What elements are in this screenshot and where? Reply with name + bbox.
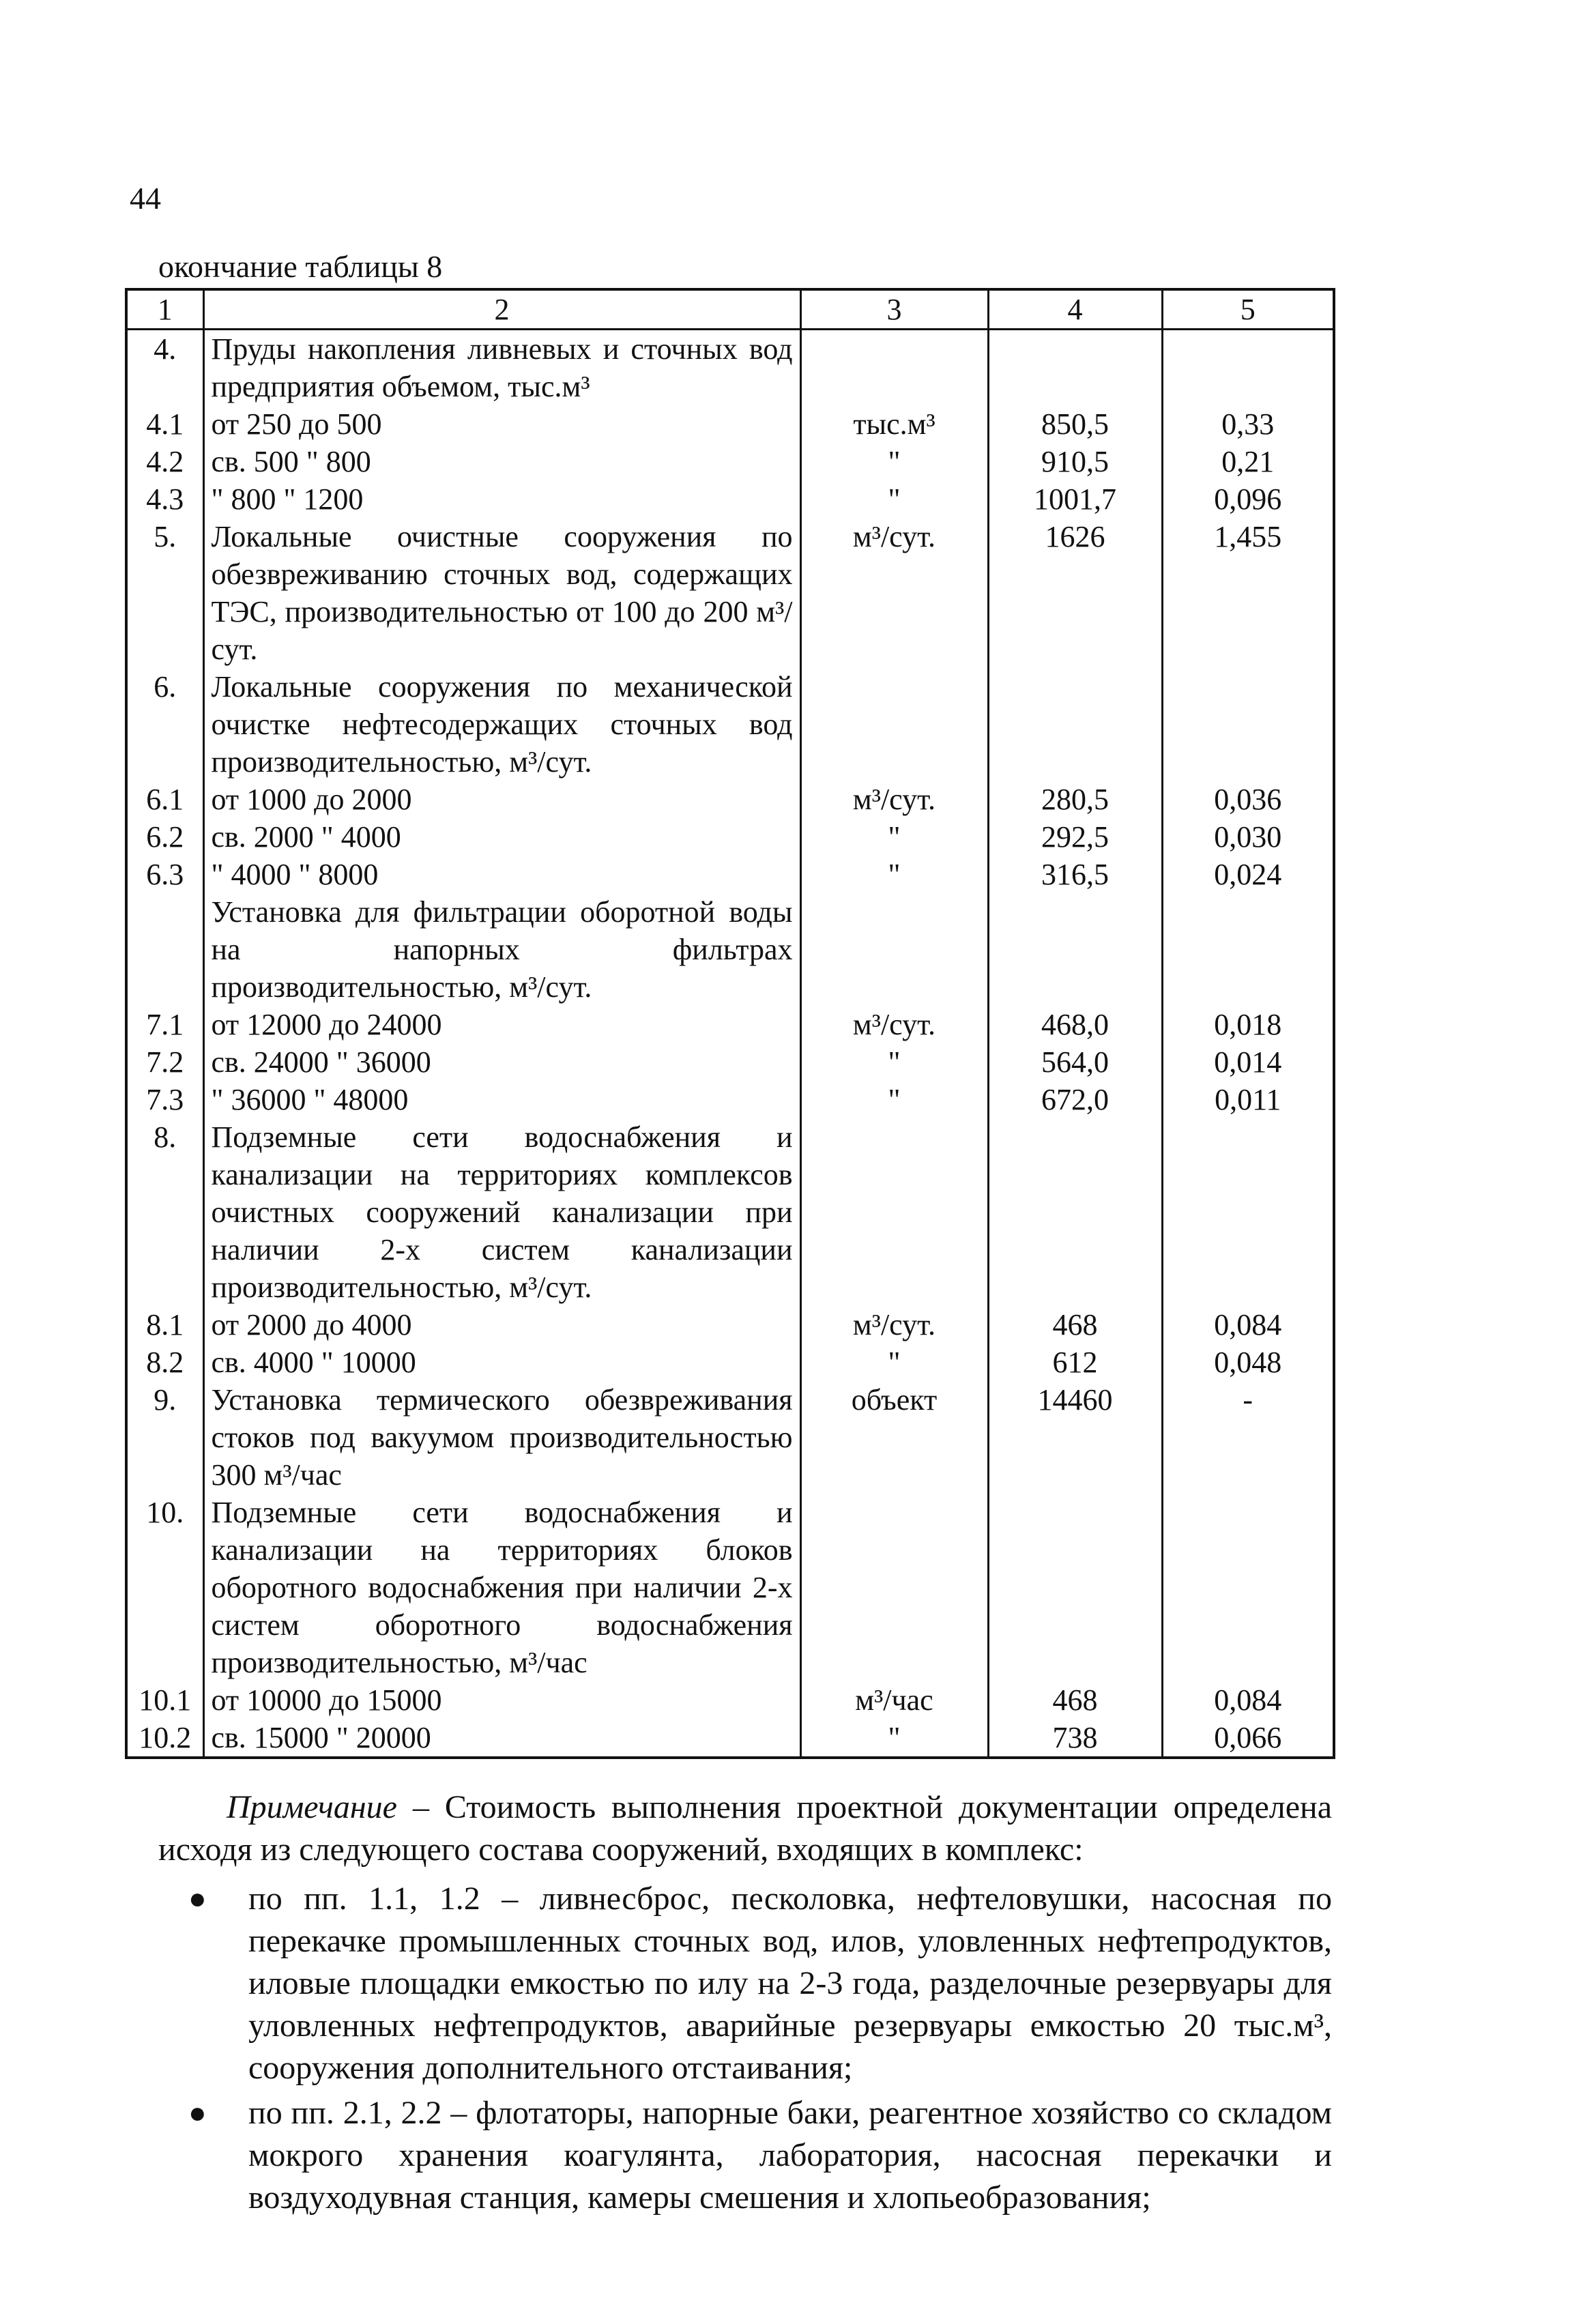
table-row [126,1719,1334,1758]
note-bullet-list [158,1878,1332,2219]
coefficient-cell: 0,024 [1162,856,1334,893]
coefficient-cell: 0,048 [1162,1344,1334,1381]
coefficient-cell: 0,030 [1162,818,1334,856]
row-number-cell: 10.1 [126,1681,203,1719]
coefficient-cell: 0,014 [1162,1043,1334,1081]
note-text: – Стоимость выполнения проектной документации определена исходя из следующего состава сооружений, входящих в комплекс: [158,1789,1332,1868]
row-number-cell: 6.1 [126,781,203,818]
note-block [158,1786,1332,2222]
description-cell: от 12000 до 24000 [203,1006,800,1043]
unit-cell [800,668,988,781]
row-number-cell: 5. [126,518,203,668]
unit-cell [800,893,988,1006]
description-cell: св. 4000 " 10000 [203,1344,800,1381]
row-number-cell: 8.2 [126,1344,203,1381]
table-header-row [126,289,1334,330]
table-row [126,1381,1334,1494]
data-table [125,288,1335,1759]
description-cell: св. 15000 " 20000 [203,1719,800,1758]
unit-cell: тыс.м³ [800,405,988,443]
value-cell: 468 [988,1681,1162,1719]
description-cell: " 36000 " 48000 [203,1081,800,1118]
unit-cell: м³/сут. [800,518,988,668]
value-cell [988,893,1162,1006]
unit-cell: " [800,1719,988,1758]
table-row [126,1681,1334,1719]
table-row [126,781,1334,818]
row-number-cell: 4. [126,330,203,406]
row-number-cell: 7.2 [126,1043,203,1081]
header-cell: 2 [203,289,800,330]
value-cell: 14460 [988,1381,1162,1494]
table-row [126,818,1334,856]
value-cell: 292,5 [988,818,1162,856]
note-heading [158,1786,1332,1871]
table-row [126,330,1334,406]
table-row [126,1081,1334,1118]
value-cell: 738 [988,1719,1162,1758]
unit-cell: " [800,1081,988,1118]
unit-cell: " [800,480,988,518]
unit-cell: " [800,856,988,893]
table-row [126,1306,1334,1344]
value-cell: 850,5 [988,405,1162,443]
unit-cell: м³/сут. [800,1306,988,1344]
table-row [126,1344,1334,1381]
header-cell: 5 [1162,289,1334,330]
description-cell: Локальные очистные сооружения по обезвреживанию сточных вод, содержащих ТЭС, производительностью от 100 до 200 м³/сут. [203,518,800,668]
description-cell: от 1000 до 2000 [203,781,800,818]
coefficient-cell [1162,668,1334,781]
description-cell: Подземные сети водоснабжения и канализации на территориях блоков оборотного водоснабжения при наличии 2-х систем оборотного водоснабжения производительностью, м³/час [203,1494,800,1681]
table-row [126,1494,1334,1681]
row-number-cell: 6. [126,668,203,781]
value-cell: 564,0 [988,1043,1162,1081]
coefficient-cell: 0,018 [1162,1006,1334,1043]
unit-cell: м³/сут. [800,781,988,818]
description-cell: от 2000 до 4000 [203,1306,800,1344]
coefficient-cell: 0,096 [1162,480,1334,518]
description-cell: от 250 до 500 [203,405,800,443]
description-cell: Подземные сети водоснабжения и канализации на территориях комплексов очистных сооружений канализации при наличии 2-х систем канализации производительностью, м³/сут. [203,1118,800,1306]
coefficient-cell: - [1162,1381,1334,1494]
table-row [126,1043,1334,1081]
coefficient-cell: 0,084 [1162,1681,1334,1719]
coefficient-cell: 0,084 [1162,1306,1334,1344]
bullet-dot-icon: ● [188,1882,207,1915]
unit-cell [800,1494,988,1681]
description-cell: Локальные сооружения по механической очистке нефтесодержащих сточных вод производительностью, м³/сут. [203,668,800,781]
table-row [126,405,1334,443]
coefficient-cell: 0,036 [1162,781,1334,818]
description-cell: св. 24000 " 36000 [203,1043,800,1081]
value-cell: 612 [988,1344,1162,1381]
note-bullet-item [188,2092,1332,2219]
coefficient-cell: 0,21 [1162,443,1334,480]
header-cell: 3 [800,289,988,330]
value-cell: 468 [988,1306,1162,1344]
value-cell: 280,5 [988,781,1162,818]
coefficient-cell: 1,455 [1162,518,1334,668]
unit-cell: " [800,1043,988,1081]
table-caption: окончание таблицы 8 [158,249,443,284]
note-bullet-item [188,1878,1332,2089]
description-cell: Установка для фильтрации оборотной воды на напорных фильтрах производительностью, м³/сут. [203,893,800,1006]
unit-cell: м³/сут. [800,1006,988,1043]
table-row [126,443,1334,480]
coefficient-cell [1162,1118,1334,1306]
value-cell [988,668,1162,781]
value-cell [988,330,1162,406]
description-cell: " 800 " 1200 [203,480,800,518]
row-number-cell: 8. [126,1118,203,1306]
coefficient-cell: 0,33 [1162,405,1334,443]
unit-cell: объект [800,1381,988,1494]
description-cell: Установка термического обезвреживания стоков под вакуумом производительностью 300 м³/час [203,1381,800,1494]
description-cell: от 10000 до 15000 [203,1681,800,1719]
row-number-cell: 7.1 [126,1006,203,1043]
value-cell: 672,0 [988,1081,1162,1118]
coefficient-cell [1162,1494,1334,1681]
description-cell: св. 2000 " 4000 [203,818,800,856]
unit-cell [800,330,988,406]
row-number-cell: 9. [126,1381,203,1494]
table-row [126,480,1334,518]
unit-cell: " [800,443,988,480]
row-number-cell: 4.2 [126,443,203,480]
header-cell: 4 [988,289,1162,330]
table-row [126,856,1334,893]
coefficient-cell [1162,893,1334,1006]
note-bullet-text: по пп. 2.1, 2.2 – флотаторы, напорные баки, реагентное хозяйство со складом мокрого хранения коагулянта, лаборатория, насосная перекачки и воздуходувная станция, камеры смешения и хлопьеобразования; [248,2095,1332,2216]
value-cell: 1001,7 [988,480,1162,518]
table-row [126,1118,1334,1306]
coefficient-cell: 0,011 [1162,1081,1334,1118]
row-number-cell: 6.3 [126,856,203,893]
table-row [126,893,1334,1006]
note-label: Примечание [227,1789,397,1825]
unit-cell: " [800,818,988,856]
note-bullet-text: по пп. 1.1, 1.2 – ливнесброс, песколовка, нефтеловушки, насосная по перекачке промышленных сточных вод, илов, уловленных нефтепродуктов, иловые площадки емкостью по илу на 2-3 года, разделочные резервуары для уловленных нефтепродуктов, аварийные резервуары емкостью 20 тыс.м³, сооружения дополнительного отстаивания; [248,1881,1332,2086]
unit-cell [800,1118,988,1306]
table-row [126,518,1334,668]
value-cell: 910,5 [988,443,1162,480]
description-cell: " 4000 " 8000 [203,856,800,893]
coefficient-cell: 0,066 [1162,1719,1334,1758]
value-cell: 468,0 [988,1006,1162,1043]
bullet-dot-icon: ● [188,2096,207,2130]
row-number-cell [126,893,203,1006]
value-cell: 316,5 [988,856,1162,893]
value-cell: 1626 [988,518,1162,668]
row-number-cell: 4.3 [126,480,203,518]
row-number-cell: 7.3 [126,1081,203,1118]
row-number-cell: 10.2 [126,1719,203,1758]
value-cell [988,1494,1162,1681]
table-row [126,668,1334,781]
unit-cell: м³/час [800,1681,988,1719]
coefficient-cell [1162,330,1334,406]
row-number-cell: 10. [126,1494,203,1681]
description-cell: Пруды накопления ливневых и сточных вод предприятия объемом, тыс.м³ [203,330,800,406]
unit-cell: " [800,1344,988,1381]
page-number: 44 [130,181,161,216]
table-row [126,1006,1334,1043]
value-cell [988,1118,1162,1306]
row-number-cell: 8.1 [126,1306,203,1344]
header-cell: 1 [126,289,203,330]
row-number-cell: 6.2 [126,818,203,856]
row-number-cell: 4.1 [126,405,203,443]
description-cell: св. 500 " 800 [203,443,800,480]
